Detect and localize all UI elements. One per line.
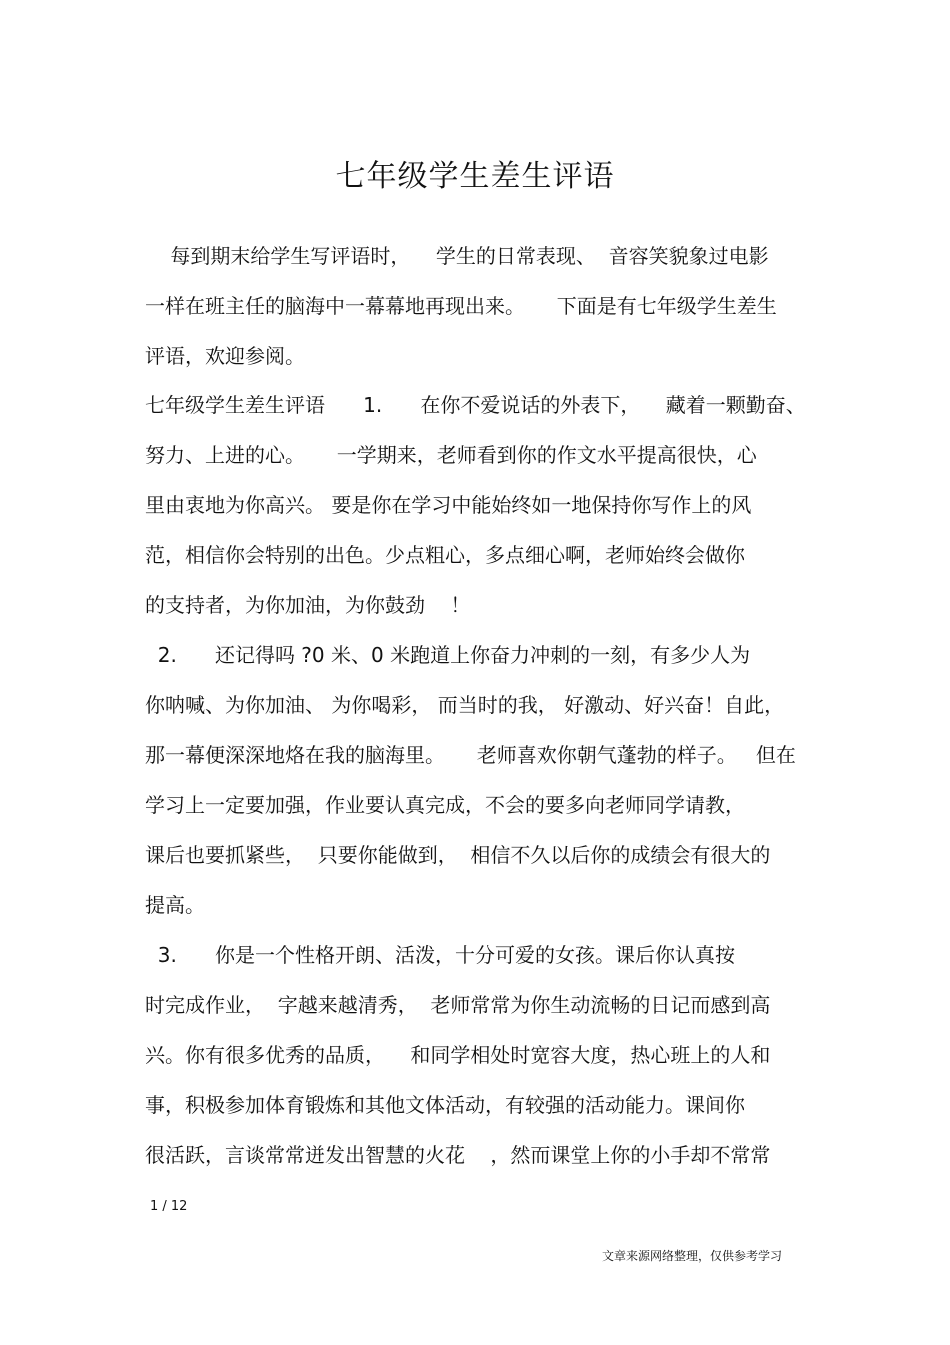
body-line: 的支持者，为你加油，为你鼓劲 ！: [145, 593, 471, 617]
body-line: 七年级学生差生评语 1. 在你不爱说话的外表下， 藏着一颗勤奋、: [145, 393, 806, 417]
body-line: 那一幕便深深地烙在我的脑海里。 老师喜欢你朝气蓬勃的样子。 但在: [145, 743, 796, 767]
body-line: 3. 你是一个性格开朗、活泼，十分可爱的女孩。课后你认真按: [145, 943, 735, 967]
footer-note: 文章来源网络整理，仅供参考学习: [601, 1249, 782, 1263]
body-line: 评语，欢迎参阅。: [145, 344, 305, 368]
body-line: 努力、上进的心。 一学期来，老师看到你的作文水平提高很快，心: [145, 443, 757, 467]
body-line: 提高。: [145, 893, 205, 917]
body-line: 课后也要抓紧些， 只要你能做到， 相信不久以后你的成绩会有很大的: [145, 843, 771, 867]
body-line: 一样在班主任的脑海中一幕幕地再现出来。 下面是有七年级学生差生: [145, 294, 777, 318]
body-line: 2. 还记得吗 ?0 米、0 米跑道上你奋力冲刺的一刻，有多少人为: [145, 643, 751, 667]
body-line: 你呐喊、为你加油、 为你喝彩， 而当时的我， 好激动、好兴奋！自此，: [145, 693, 785, 717]
body-line: 学习上一定要加强，作业要认真完成，不会的要多向老师同学请教，: [145, 793, 745, 817]
body-line: 时完成作业， 字越来越清秀， 老师常常为你生动流畅的日记而感到高: [145, 993, 771, 1017]
body-line: 很活跃，言谈常常迸发出智慧的火花 ，然而课堂上你的小手却不常常: [145, 1143, 771, 1167]
body-line: 范，相信你会特别的出色。少点粗心，多点细心啊，老师始终会做你: [145, 543, 745, 567]
body-line: 事，积极参加体育锻炼和其他文体活动，有较强的活动能力。课间你: [145, 1093, 745, 1117]
document-title: 七年级学生差生评语: [335, 159, 615, 194]
body-line: 每到期末给学生写评语时， 学生的日常表现、 音容笑貌象过电影: [145, 244, 769, 268]
page-indicator: 1 / 12: [150, 1199, 188, 1214]
body-line: 里由衷地为你高兴。 要是你在学习中能始终如一地保持你写作上的风: [145, 493, 752, 517]
body-line: 兴。你有很多优秀的品质， 和同学相处时宽容大度，热心班上的人和: [145, 1043, 771, 1067]
